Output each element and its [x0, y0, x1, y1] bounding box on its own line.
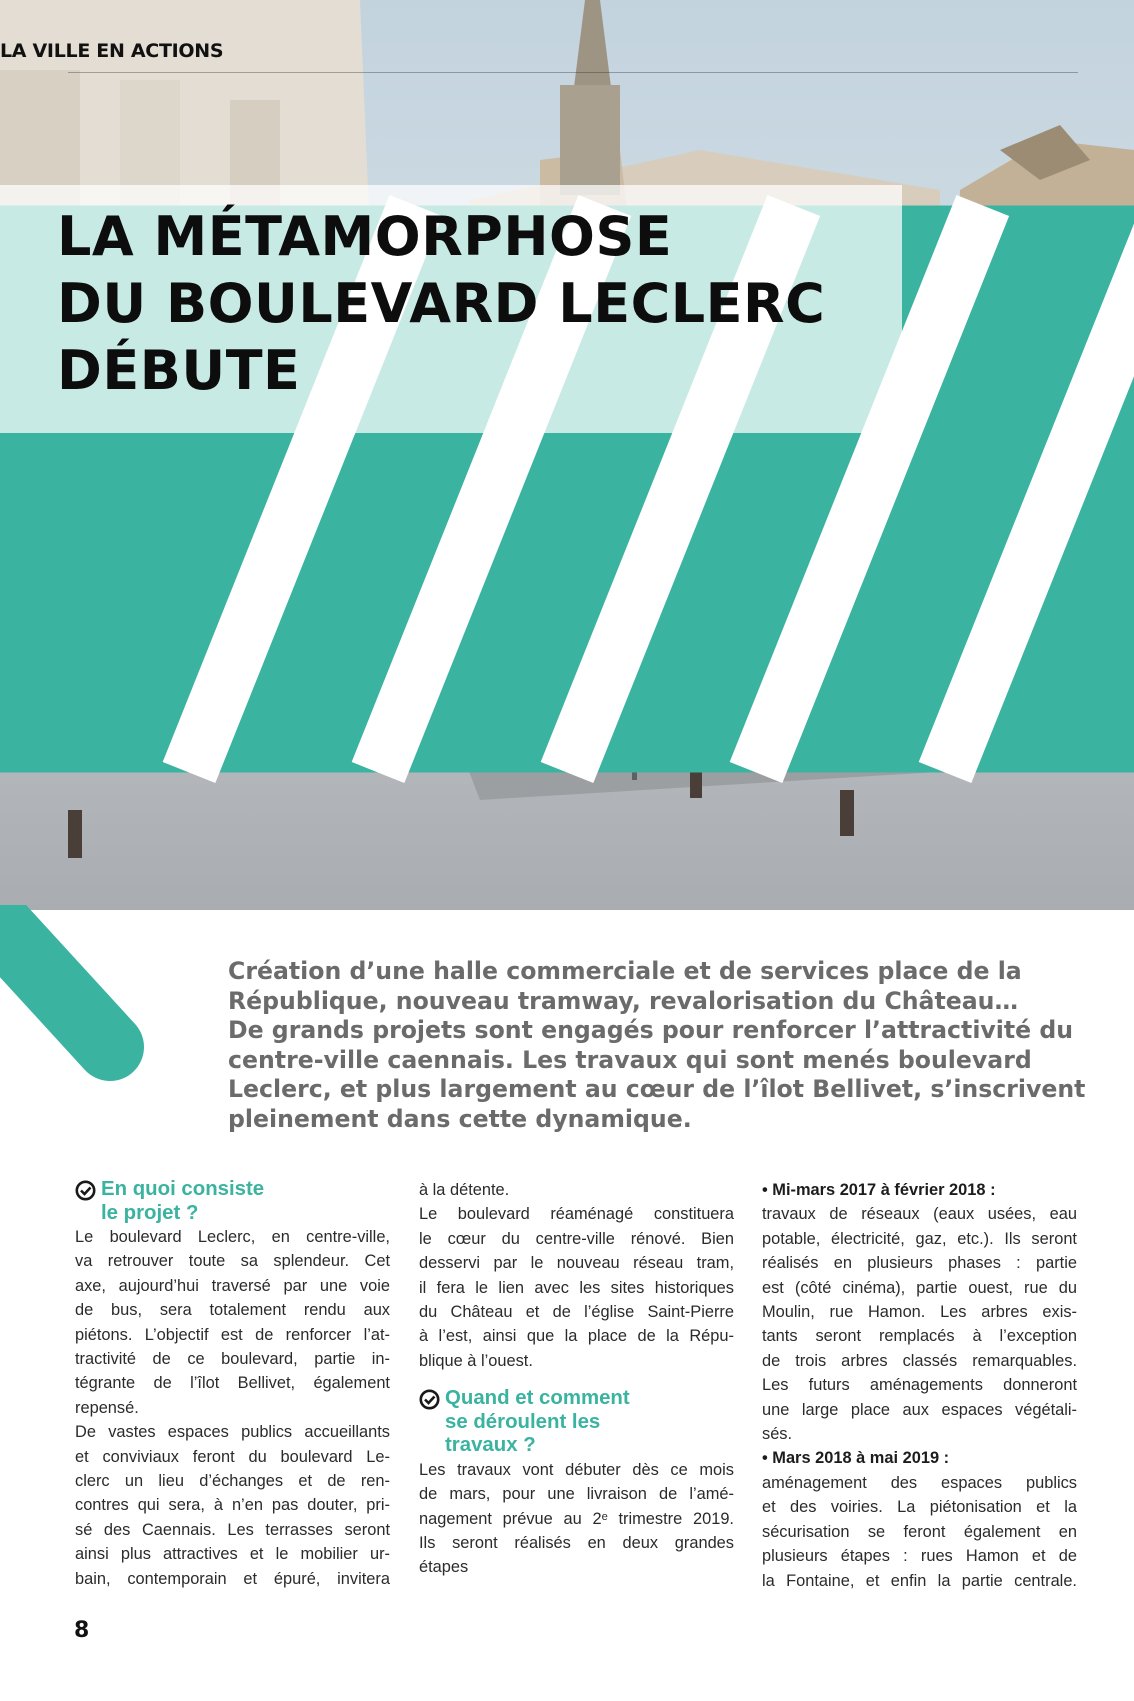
section-label: LA VILLE EN ACTIONS [0, 40, 224, 62]
text-line: nagement prévue au 2ᵉ trimestre 2019. [419, 1509, 734, 1528]
text-line: la Fontaine, et enfin la partie centrale. [762, 1571, 1077, 1590]
diagonal-stripes-icon [0, 34, 1134, 910]
text-line: sécurisation se feront également en [762, 1522, 1077, 1541]
text-line: ainsi plus attractives et le mobilier ur- [75, 1545, 390, 1564]
phase-1-title: • Mi-mars 2017 à février 2018 : [762, 1181, 996, 1199]
intro-line: République, nouveau tramway, revalorisation du Château… [228, 986, 1019, 1015]
paragraph [419, 1458, 734, 1580]
text-line: de trois arbres classés remarquables. [762, 1351, 1077, 1370]
text-line: étapes [419, 1558, 469, 1577]
text-line: Les futurs aménagements donneront [762, 1376, 1077, 1395]
subheading-line: travaux ? [445, 1434, 536, 1457]
text-line: potable, électricité, gaz, etc.). Ils seront [762, 1229, 1077, 1248]
subheading-line: En quoi consiste [101, 1178, 265, 1200]
text-line: desservi par le nouveau réseau tram, [419, 1254, 734, 1273]
page-number: 8 [74, 1618, 90, 1643]
phase-2-title: • Mars 2018 à mai 2019 : [762, 1449, 950, 1468]
intro-paragraph [228, 957, 1098, 1135]
paragraph [762, 1202, 1077, 1446]
text-line: plusieurs étapes : rues Hamon et de [762, 1547, 1077, 1566]
text-line: il fera le lien avec les sites historiques [419, 1278, 734, 1297]
text-line: Les travaux vont débuter dès ce mois [419, 1460, 734, 1479]
text-line: à l’est, ainsi que la place de la Répu- [419, 1327, 734, 1346]
intro-line: centre-ville caennais. Les travaux qui sont menés boulevard [228, 1045, 1032, 1074]
paragraph [762, 1471, 1077, 1593]
intro-line: Création d’une halle commerciale et de services place de la [228, 957, 1022, 985]
subheading-line: se déroulent les [445, 1410, 601, 1433]
text-line: tégrante de l’îlot Bellivet, également [75, 1374, 390, 1393]
intro-line: De grands projets sont engagés pour renforcer l’attractivité du [228, 1016, 1074, 1045]
text-line: de mars, pour une livraison de l’amé- [419, 1485, 734, 1504]
subheading-line: le projet ? [101, 1201, 199, 1224]
accent-swoosh [0, 905, 170, 1105]
text-line: Le boulevard réaménagé constituera [419, 1205, 734, 1224]
text-line: bain, contemporain et épuré, invitera [75, 1569, 390, 1588]
intro-line: Leclerc, et plus largement au cœur de l’îlot Bellivet, s’inscrivent [228, 1075, 1086, 1104]
text-line: repensé. [75, 1398, 139, 1417]
text-line: Ils seront réalisés en deux grandes [419, 1533, 734, 1552]
text-line: une large place aux espaces végétali- [762, 1400, 1077, 1419]
text-line: aménagement des espaces publics [762, 1473, 1077, 1492]
subheading-project [75, 1178, 390, 1225]
subheading-schedule [419, 1387, 734, 1458]
text-line: axe, aujourd’hui traversé par une voie [75, 1276, 390, 1295]
text-line: va retrouver toute sa splendeur. Cet [75, 1252, 390, 1271]
section-tag [0, 34, 223, 68]
text-line: piétons. L’objectif est de renforcer l’at- [75, 1325, 390, 1344]
text-line: est (côté cinéma), partie ouest, rue du [762, 1278, 1077, 1297]
text-line: De vastes espaces publics accueillants [75, 1423, 390, 1442]
text-line: sés. [762, 1425, 793, 1444]
paragraph [75, 1225, 390, 1420]
text-line: à la détente. [419, 1181, 510, 1199]
text-line: réalisés en plusieurs phases : partie [762, 1254, 1077, 1273]
text-line: et des voiries. La piétonisation et la [762, 1498, 1077, 1517]
title-box [0, 185, 902, 433]
text-line: blique à l’ouest. [419, 1351, 533, 1370]
text-line: et conviviaux feront du boulevard Le- [75, 1447, 390, 1466]
text-line: Moulin, rue Hamon. Les arbres exis- [762, 1303, 1077, 1322]
column-2 [419, 1178, 734, 1580]
text-line: de bus, sera totalement rendu aux [75, 1301, 390, 1320]
text-line: Le boulevard Leclerc, en centre-ville, [75, 1228, 390, 1246]
paragraph [419, 1202, 734, 1373]
page-title [57, 203, 902, 404]
text-line: contres qui sera, à n’en pas douter, pri- [75, 1496, 390, 1515]
paragraph [75, 1420, 390, 1591]
text-line: le cœur du centre-ville rénové. Bien [419, 1229, 734, 1248]
text-line: travaux de réseaux (eaux usées, eau [762, 1205, 1077, 1224]
text-line: du Château et de l’église Saint-Pierre [419, 1303, 734, 1322]
text-line: tants seront remplacés à l’exception [762, 1327, 1077, 1346]
title-line: DÉBUTE [57, 339, 301, 402]
check-circle-icon [419, 1389, 440, 1410]
intro-line: pleinement dans cette dynamique. [228, 1104, 692, 1133]
text-line: tractivité de ce boulevard, partie in- [75, 1350, 390, 1369]
column-3 [762, 1178, 1077, 1593]
column-1 [75, 1178, 390, 1591]
text-line: sé des Caennais. Les terrasses seront [75, 1520, 390, 1539]
subheading-line: Quand et comment [445, 1387, 630, 1410]
section-rule [68, 72, 1078, 73]
title-line: DU BOULEVARD LECLERC [57, 272, 826, 335]
text-line: clerc un lieu d’échanges et de ren- [75, 1472, 390, 1491]
paragraph [419, 1178, 734, 1202]
title-line: LA MÉTAMORPHOSE [57, 205, 673, 268]
check-circle-icon [75, 1180, 96, 1201]
